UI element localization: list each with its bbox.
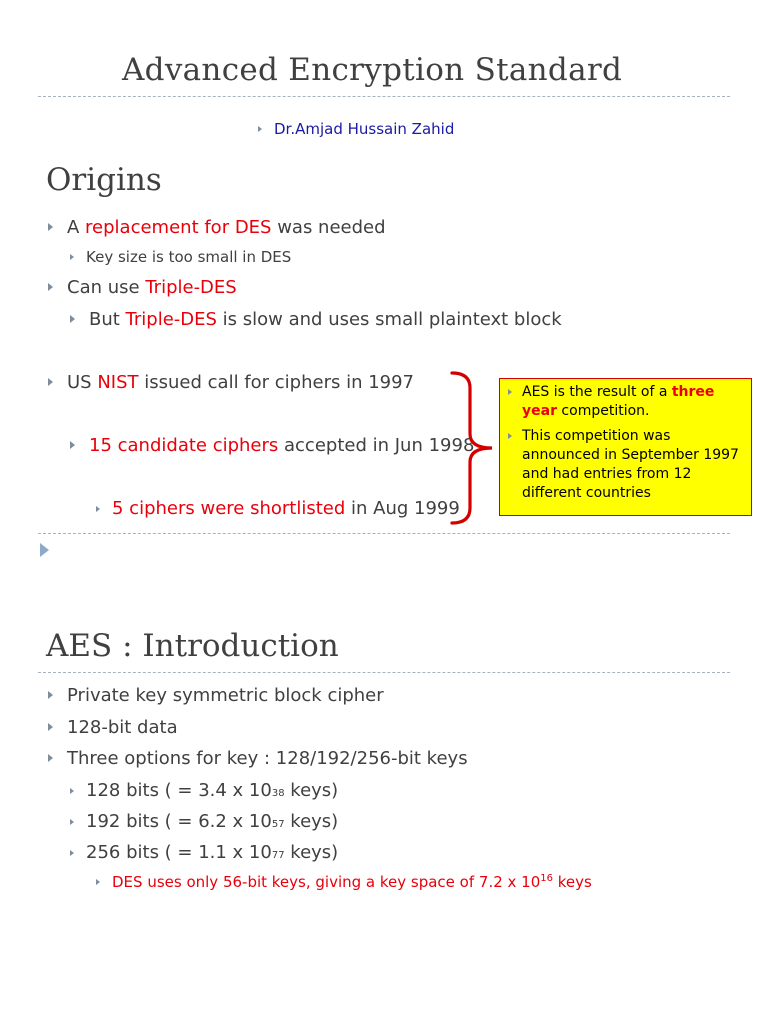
section-heading-origins: Origins bbox=[46, 162, 162, 198]
highlight-text: Triple-DES bbox=[125, 309, 217, 330]
text: But bbox=[89, 309, 126, 330]
sub-bullet-128-bits: 128 bits ( = 3.4 x 10 38 keys) bbox=[70, 780, 338, 801]
text: is the result of a bbox=[549, 384, 672, 400]
bullet-icon bbox=[70, 315, 75, 323]
bullet-nist bbox=[48, 372, 414, 393]
arrow-pointer-icon bbox=[40, 543, 49, 557]
text: US bbox=[67, 372, 98, 393]
bullet-icon bbox=[48, 283, 53, 291]
sub-sub-bullet-shortlisted bbox=[96, 498, 460, 519]
text: Private key symmetric block cipher bbox=[67, 685, 384, 706]
sub-bullet-candidates bbox=[70, 435, 474, 456]
text: was needed bbox=[271, 217, 386, 238]
text: 128-bit data bbox=[67, 717, 178, 738]
text: Key size is too small in DES bbox=[86, 248, 292, 266]
note-item-announcement bbox=[508, 427, 745, 503]
text: keys) bbox=[284, 780, 339, 801]
bullet-icon bbox=[70, 819, 74, 825]
bullet-icon bbox=[258, 126, 262, 132]
bullet-triple-des bbox=[48, 277, 237, 298]
highlight-text: NIST bbox=[97, 372, 139, 393]
callout-note bbox=[499, 378, 752, 516]
text: Three options for key : 128/192/256-bit keys bbox=[67, 748, 468, 769]
intro-divider bbox=[38, 672, 730, 673]
author-line bbox=[258, 120, 454, 138]
curly-brace-icon bbox=[448, 370, 498, 526]
bullet-private-key bbox=[48, 685, 384, 706]
bullet-icon bbox=[508, 433, 512, 439]
text: 192 bits ( = 6.2 x 10 bbox=[86, 811, 272, 832]
sub-bullet-256-bits: 256 bits ( = 1.1 x 10 77 keys) bbox=[70, 842, 338, 863]
text: AES bbox=[522, 384, 550, 400]
text: keys) bbox=[284, 811, 339, 832]
bullet-icon bbox=[96, 879, 100, 885]
highlight-text: 5 ciphers were shortlisted bbox=[112, 498, 346, 519]
bullet-replacement bbox=[48, 217, 386, 238]
page-title: Advanced Encryption Standard bbox=[122, 52, 623, 88]
text: in Aug 1999 bbox=[345, 498, 460, 519]
text: 256 bits ( = 1.1 x 10 bbox=[86, 842, 272, 863]
sub-bullet-triple-des-slow bbox=[70, 309, 562, 330]
text: issued call for ciphers in 1997 bbox=[138, 372, 415, 393]
text: keys bbox=[553, 873, 592, 891]
text: is slow and uses small plaintext block bbox=[216, 309, 562, 330]
bullet-icon bbox=[70, 254, 74, 260]
bullet-key-options bbox=[48, 748, 468, 769]
sub-bullet-192-bits: 192 bits ( = 6.2 x 10 57 keys) bbox=[70, 811, 338, 832]
highlight-text: 15 candidate ciphers bbox=[89, 435, 279, 456]
sub-bullet-key-size bbox=[70, 248, 291, 266]
bullet-icon bbox=[48, 378, 53, 386]
text: 128 bits ( = 3.4 x 10 bbox=[86, 780, 272, 801]
note-text: This competition was announced in September 1997 and had entries from 12 different countries bbox=[522, 428, 739, 501]
bullet-icon bbox=[70, 788, 74, 794]
bullet-icon bbox=[508, 389, 512, 395]
text: DES uses only 56-bit keys, giving a key space of 7.2 x 10 bbox=[112, 873, 541, 891]
highlight-text: Triple-DES bbox=[145, 277, 237, 298]
text: competition. bbox=[556, 403, 650, 419]
bullet-icon bbox=[48, 691, 53, 699]
text: accepted in Jun 1998 bbox=[278, 435, 475, 456]
bullet-128-bit-data bbox=[48, 717, 178, 738]
bullet-icon bbox=[70, 850, 74, 856]
text: Can use bbox=[67, 277, 146, 298]
bullet-icon bbox=[48, 754, 53, 762]
bullet-icon bbox=[96, 506, 100, 512]
sub-sub-bullet-des-keys bbox=[96, 873, 592, 891]
title-divider bbox=[38, 96, 730, 97]
bullet-icon bbox=[48, 223, 53, 231]
origins-divider bbox=[38, 533, 730, 534]
bullet-icon bbox=[70, 441, 75, 449]
highlight-text: three year bbox=[522, 384, 715, 419]
bullet-icon bbox=[48, 723, 53, 731]
section-heading-aes-introduction: AES : Introduction bbox=[46, 628, 339, 664]
highlight-text: replacement for DES bbox=[85, 217, 272, 238]
exponent: 16 bbox=[540, 873, 553, 884]
note-text bbox=[522, 383, 745, 421]
note-item-competition bbox=[508, 383, 745, 421]
author-name: Dr.Amjad Hussain Zahid bbox=[274, 120, 455, 138]
text: keys) bbox=[284, 842, 339, 863]
text: A bbox=[67, 217, 86, 238]
des-note bbox=[112, 873, 592, 891]
